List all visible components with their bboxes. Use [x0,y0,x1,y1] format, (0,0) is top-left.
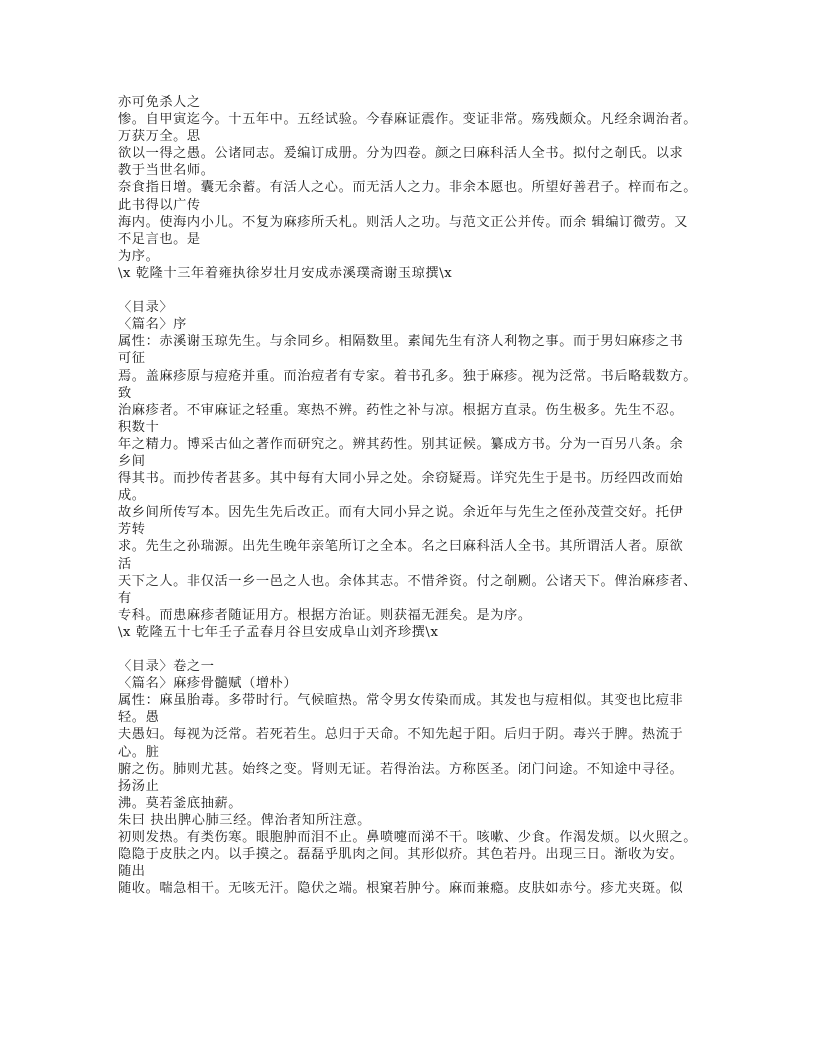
text-line: 积数十 [118,419,160,435]
text-line: 焉。盖麻疹原与痘疮并重。而治痘者有专家。着书孔多。独于麻疹。视为泛常。书后略载数方。 [118,368,698,384]
text-line: 随出 [118,864,146,880]
text-line: 故乡间所传写本。因先生先后改正。而有大同小异之说。余近年与先生之侄孙茂萱交好。托伊 [118,505,684,521]
text-line: 此书得以广传 [118,197,201,213]
text-line: 惨。自甲寅迄今。十五年中。五经试验。今春麻证震作。变证非常。殇残颇众。凡经余调治者。 [118,112,698,128]
text-line: 不足言也。是 [118,231,201,247]
blank-line [118,282,702,299]
text-line: 致 [118,385,132,401]
text-line: 属性：赤溪谢玉琼先生。与余同乡。相隔数里。素闻先生有济人利物之事。而于男妇麻疹之书 [118,334,684,350]
document-page [118,94,702,897]
text-line: 芳转 [118,522,146,538]
text-line: 教于当世名师。 [118,163,215,179]
preface-section-1 [118,94,702,282]
text-line: 可征 [118,351,146,367]
catalog-heading: 〈目录〉卷之一 [118,659,215,675]
text-line: 属性：麻虽胎毒。多带时行。气候暄热。常令男女传染而成。其发也与痘相似。其变也比痘非 [118,693,684,709]
commentary-line: 朱曰 抉出脾心肺三经。俾治者知所注意。 [118,812,371,828]
catalog-heading: 〈目录〉 [118,300,174,316]
text-line: 隐隐于皮肤之内。以手摸之。磊磊乎肌肉之间。其形似疥。其色若丹。出现三日。渐收为安。 [118,847,684,863]
signature-line: \x 乾隆五十七年壬子孟春月谷旦安成阜山刘齐珍撰\x [118,624,439,640]
text-line: 有 [118,590,132,606]
text-line: 轻。愚 [118,710,160,726]
text-line: 治麻疹者。不审麻证之轻重。寒热不辨。药性之补与凉。根据方直录。伤生极多。先生不忍。 [118,402,684,418]
text-line: 腑之伤。肺则尤甚。始终之变。肾则无证。若得治法。方称医圣。闭门问途。不知途中寻径。 [118,761,684,777]
text-line: 奈食指日增。囊无余蓄。有活人之心。而无活人之力。非余本愿也。所望好善君子。梓而布之。 [118,180,698,196]
text-line: 欲以一得之愚。公诸同志。爰编订成册。分为四卷。颜之曰麻科活人全书。拟付之剞氏。以求 [118,146,684,162]
text-line: 为序。 [118,248,160,264]
text-line: 乡间 [118,453,146,469]
signature-line: \x 乾隆十三年着雍执徐岁壮月安成赤溪璞斋谢玉琼撰\x [118,265,453,281]
text-line: 亦可免杀人之 [118,95,201,110]
preface-section-2 [118,299,702,641]
text-line: 心。脏 [118,744,160,760]
text-line: 求。先生之孙瑞源。出先生晚年亲笔所订之全本。名之曰麻科活人全书。其所谓活人者。原欲 [118,539,684,555]
text-line: 沸。莫若釜底抽薪。 [118,795,243,811]
text-line: 成。 [118,488,146,504]
text-line: 专科。而患麻疹者随证用方。根据方治证。则获福无涯矣。是为序。 [118,607,532,623]
text-line: 得其书。而抄传者甚多。其中每有大同小异之处。余窃疑焉。详究先生于是书。历经四改而始 [118,471,684,487]
text-line: 海内。使海内小儿。不复为麻疹所夭札。则活人之功。与范文正公并传。而余 辑编订微劳。又 [118,214,689,230]
text-line: 扬汤止 [118,778,160,794]
volume-1-section [118,658,702,897]
text-line: 活 [118,556,132,572]
chapter-title: 〈篇名〉麻疹骨髓赋（增朴） [118,676,298,692]
chapter-title: 〈篇名〉序 [118,317,187,333]
blank-line [118,641,702,658]
text-line: 天下之人。非仅活一乡一邑之人也。余体其志。不惜斧资。付之剞劂。公诸天下。俾治麻疹者、 [118,573,698,589]
text-line: 万获万全。思 [118,129,201,145]
text-line: 夫愚妇。每视为泛常。若死若生。总归于天命。不知先起于阳。后归于阴。毒兴于脾。热流于 [118,727,684,743]
text-line: 年之精力。博采古仙之著作而研究之。辨其药性。别其证候。纂成方书。分为一百另八条。余 [118,436,684,452]
text-line: 随收。喘急相干。无咳无汗。隐伏之端。根窠若肿兮。麻而兼瘾。皮肤如赤兮。疹尤夹斑。似 [118,881,684,897]
text-line: 初则发热。有类伤寒。眼胞肿而泪不止。鼻喷嚏而涕不干。咳嗽、少食。作渴发烦。以火照之。 [118,830,698,846]
